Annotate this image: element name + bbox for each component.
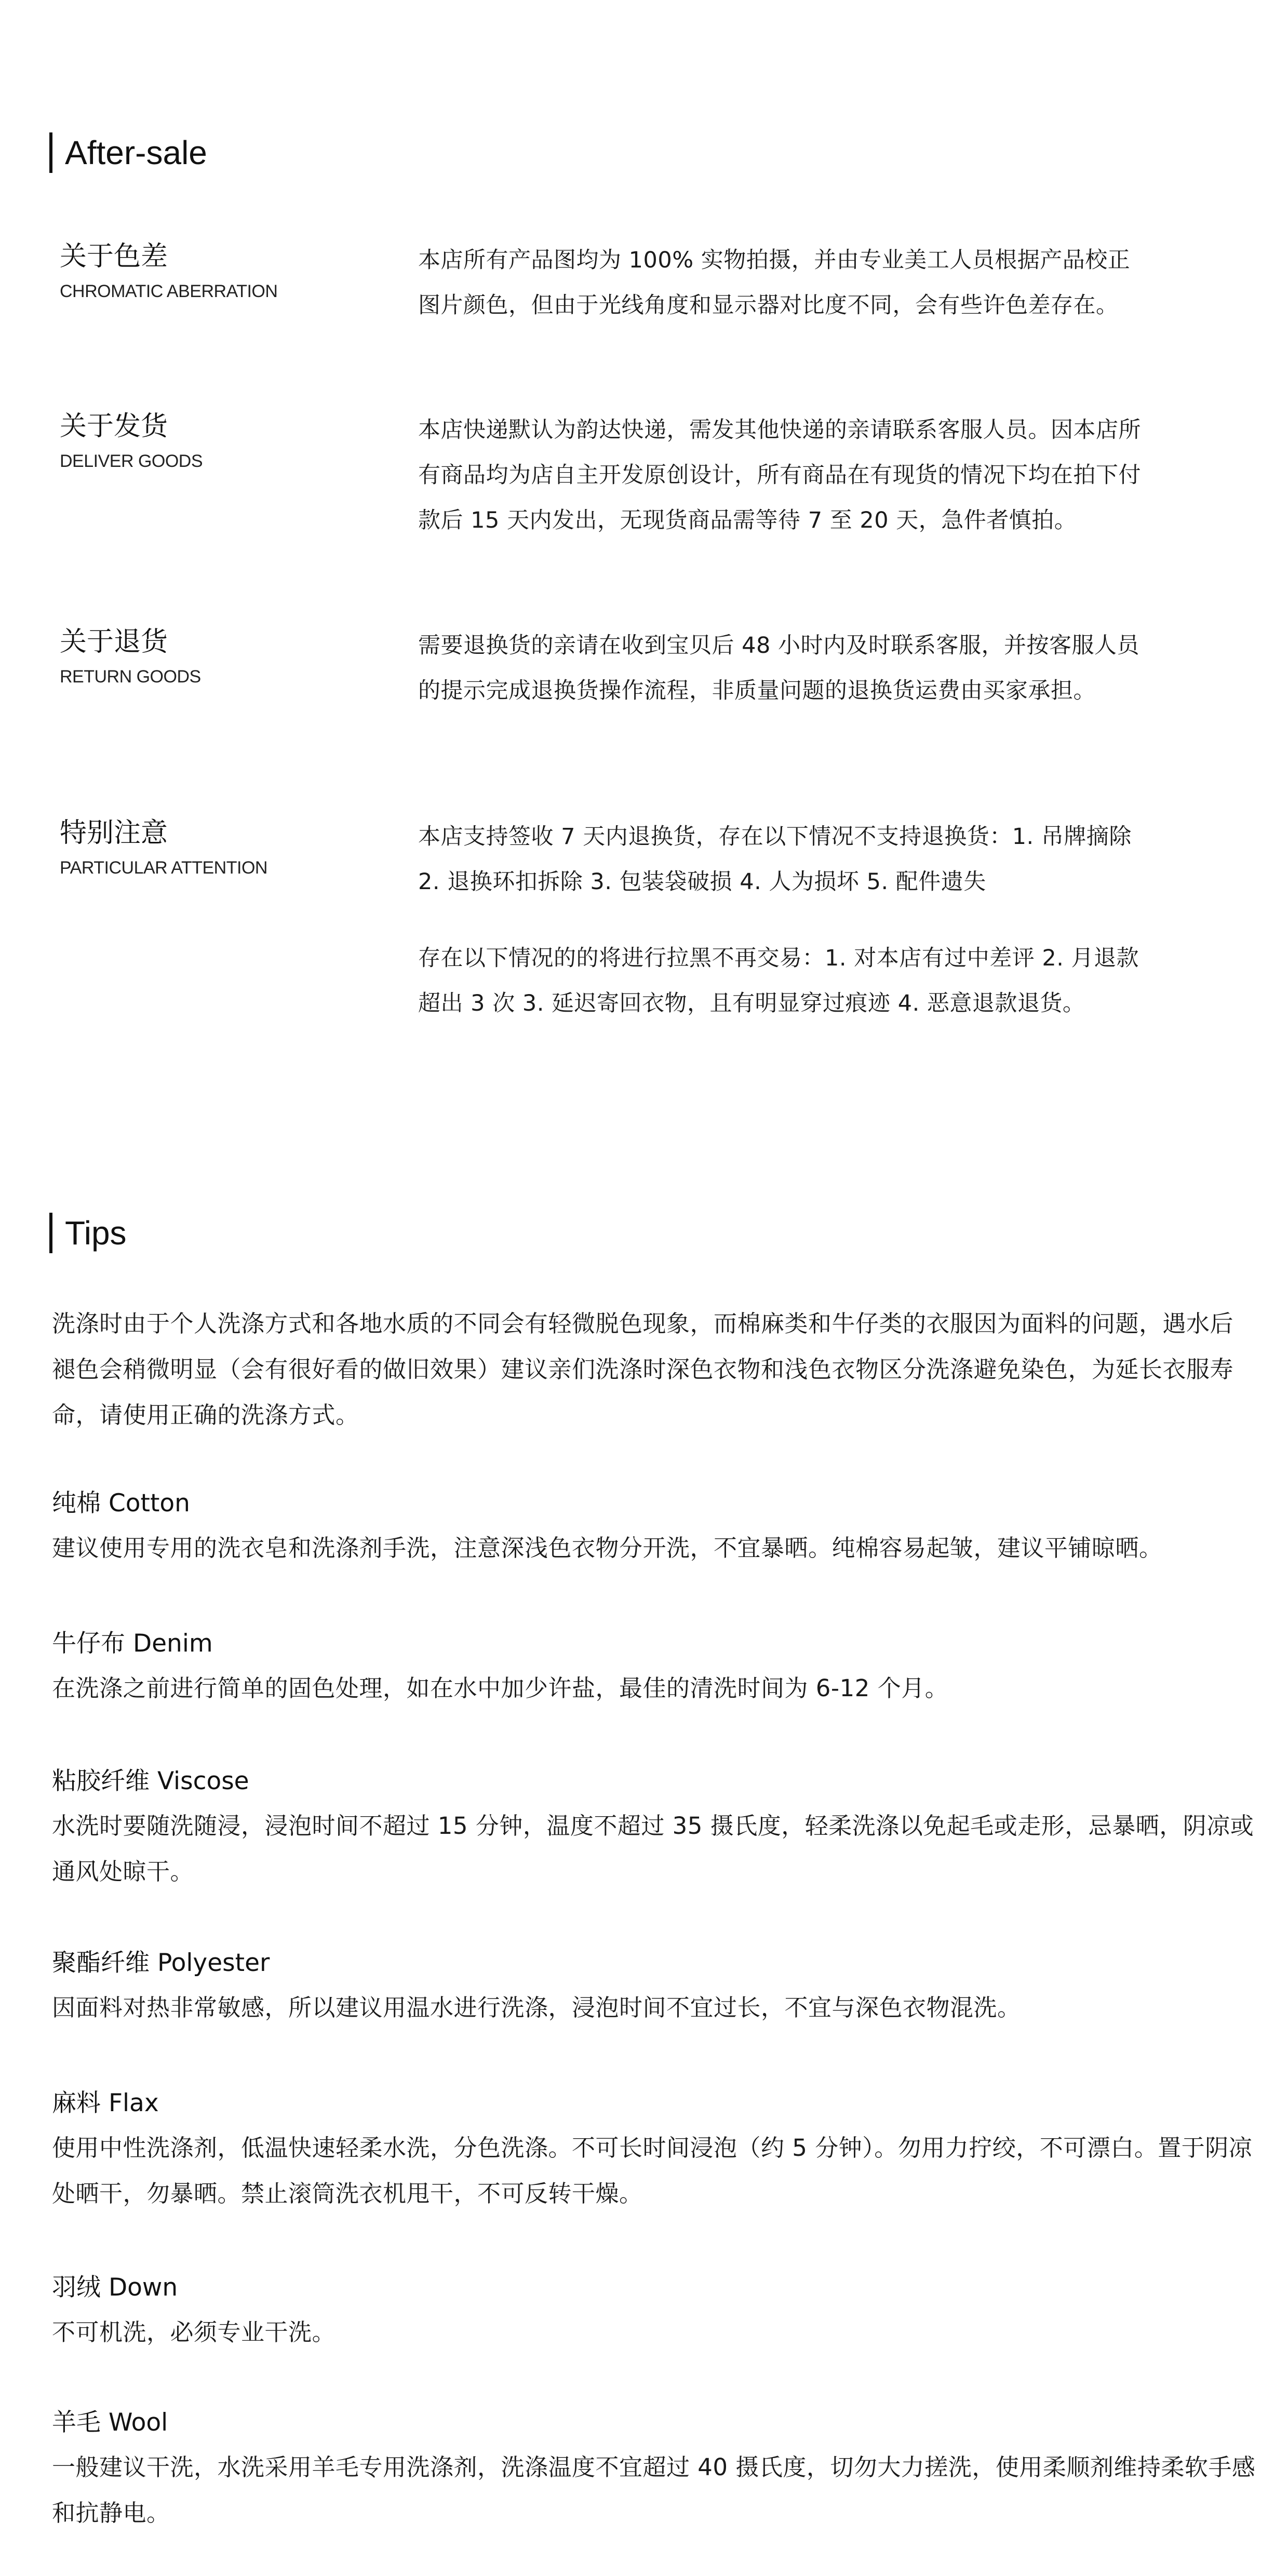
item-description (418, 814, 1145, 1026)
tip-down (52, 2267, 1257, 2355)
tip-title: 羽绒 Down (52, 2273, 178, 2302)
item-title-en: PARTICULAR ATTENTION (60, 858, 267, 878)
heading-bar-marker (49, 1213, 52, 1253)
item-paragraph: 本店支持签收 7 天内退换货，存在以下情况不支持退换货：1. 吊牌摘除 2. 退换环扣拆除 3. 包装袋破损 4. 人为损坏 5. 配件遗失 (418, 824, 1132, 895)
item-paragraph: 本店快递默认为韵达快递，需发其他快递的亲请联系客服人员。因本店所有商品均为店自主开发原创设计，所有商品在有现货的情况下均在拍下付款后 15 天内发出，无现货商品需等待 7 至 20 天，急件者慎拍。 (418, 417, 1141, 533)
item-title-zh: 关于发货 (60, 411, 168, 442)
tip-polyester (52, 1942, 1257, 2031)
tip-title: 粘胶纤维 Viscose (52, 1767, 249, 1795)
item-label (60, 408, 392, 474)
tip-viscose (52, 1761, 1257, 1895)
item-title-en: RETURN GOODS (60, 667, 201, 687)
heading-bar-marker (49, 132, 52, 173)
tip-denim (52, 1623, 1257, 1711)
tip-text: 水洗时要随洗随浸，浸泡时间不超过 15 分钟，温度不超过 35 摄氏度，轻柔洗涤以免起毛或走形，忌暴晒，阴凉或通风处晾干。 (52, 1812, 1254, 1885)
tips-heading (49, 1210, 127, 1256)
item-title-zh: 关于色差 (60, 241, 168, 272)
item-title-en: CHROMATIC ABERRATION (60, 281, 278, 301)
item-title-zh: 特别注意 (60, 817, 168, 849)
item-label (60, 623, 392, 690)
item-paragraph: 需要退换货的亲请在收到宝贝后 48 小时内及时联系客服，并按客服人员的提示完成退换货操作流程，非质量问题的退换货运费由买家承担。 (418, 633, 1140, 704)
item-label (60, 814, 392, 881)
tip-text: 建议使用专用的洗衣皂和洗涤剂手洗，注意深浅色衣物分开洗，不宜暴晒。纯棉容易起皱，建议平铺晾晒。 (52, 1534, 1163, 1562)
tip-flax (52, 2083, 1257, 2217)
tip-text: 因面料对热非常敏感，所以建议用温水进行洗涤，浸泡时间不宜过长，不宜与深色衣物混洗。 (52, 1994, 1021, 2021)
tip-wool (52, 2402, 1257, 2536)
tip-cotton (52, 1483, 1257, 1571)
item-title-en: DELIVER GOODS (60, 451, 203, 471)
after-sale-heading (49, 130, 207, 176)
tips-intro: 洗涤时由于个人洗涤方式和各地水质的不同会有轻微脱色现象，而棉麻类和牛仔类的衣服因为面料的问题，遇水后褪色会稍微明显（会有很好看的做旧效果）建议亲们洗涤时深色衣物和浅色衣物区分洗涤避免染色，为延长衣服寿命，请使用正确的洗涤方式。 (52, 1310, 1234, 1429)
tip-text: 不可机洗，必须专业干洗。 (52, 2318, 336, 2346)
item-title-zh: 关于退货 (60, 626, 168, 658)
item-description (418, 408, 1145, 543)
tips-heading-text: Tips (65, 1214, 127, 1252)
tip-text: 在洗涤之前进行简单的固色处理，如在水中加少许盐，最佳的清洗时间为 6-12 个月。 (52, 1674, 949, 1702)
item-description (418, 623, 1145, 714)
item-description (418, 238, 1145, 328)
item-paragraph: 存在以下情况的的将进行拉黑不再交易：1. 对本店有过中差评 2. 月退款超出 3 次 3. 延迟寄回衣物，且有明显穿过痕迹 4. 恶意退款退货。 (418, 945, 1139, 1016)
tip-text: 使用中性洗涤剂，低温快速轻柔水洗，分色洗涤。不可长时间浸泡（约 5 分钟）。勿用力拧绞，不可漂白。置于阴凉处晒干，勿暴晒。禁止滚筒洗衣机甩干，不可反转干燥。 (52, 2134, 1253, 2207)
tip-title: 聚酯纤维 Polyester (52, 1949, 270, 1977)
tip-text: 一般建议干洗，水洗采用羊毛专用洗涤剂，洗涤温度不宜超过 40 摄氏度，切勿大力搓洗，使用柔顺剂维持柔软手感和抗静电。 (52, 2453, 1256, 2527)
item-paragraph: 本店所有产品图均为 100% 实物拍摄，并由专业美工人员根据产品校正图片颜色，但由于光线角度和显示器对比度不同，会有些许色差存在。 (418, 247, 1131, 318)
tip-title: 麻料 Flax (52, 2089, 159, 2117)
tip-title: 牛仔布 Denim (52, 1629, 213, 1658)
tip-title: 纯棉 Cotton (52, 1489, 190, 1518)
tip-title: 羊毛 Wool (52, 2408, 168, 2437)
after-sale-heading-text: After-sale (65, 134, 207, 171)
item-label (60, 238, 392, 304)
